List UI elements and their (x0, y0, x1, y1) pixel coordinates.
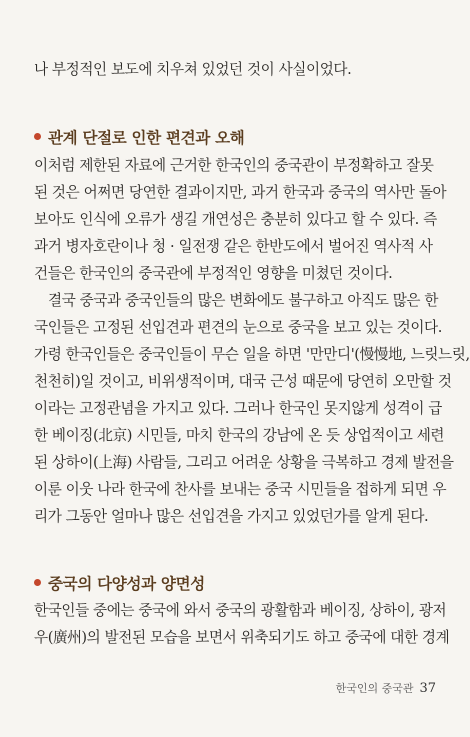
body-line: 결국 중국과 중국인들의 많은 변화에도 불구하고 아직도 많은 한 (48, 292, 439, 309)
carryover-line: 나 부정적인 보도에 치우쳐 있었던 것이 사실이었다. (34, 61, 352, 78)
bullet-icon (34, 133, 41, 140)
section-heading-2-text: 중국의 다양성과 양면성 (48, 575, 205, 593)
body-line: 된 것은 어쩌면 당연한 결과이지만, 과거 한국과 중국의 역사만 돌아 (34, 184, 447, 201)
body-line: 건들은 한국인의 중국관에 부정적인 영향을 미쳤던 것이다. (34, 265, 393, 282)
body-line: 한국인들 중에는 중국에 와서 중국의 광활함과 베이징, 상하이, 광저 (34, 602, 447, 619)
body-line: 리가 그동안 얼마나 많은 선입견을 가지고 있었던가를 알게 된다. (34, 508, 429, 525)
body-line: 한 베이징(北京) 시민들, 마치 한국의 강남에 온 듯 상업적이고 세련 (34, 427, 445, 444)
section-heading-1-text: 관계 단절로 인한 편견과 오해 (48, 129, 245, 147)
body-line: 보아도 인식에 오류가 생길 개연성은 충분히 있다고 할 수 있다. 즉 (34, 211, 437, 228)
body-line: 가령 한국인들은 중국인들이 무슨 일을 하면 '만만디'(慢慢地, 느릿느릿, (34, 346, 470, 363)
body-line: 국인들은 고정된 선입견과 편견의 눈으로 중국을 보고 있는 것이다. (34, 319, 442, 336)
body-line: 이룬 이웃 나라 한국에 찬사를 보내는 중국 시민들을 접하게 되면 우 (34, 481, 447, 498)
page-number: 37 (419, 681, 436, 696)
body-line: 이라는 고정관념을 가지고 있다. 그러나 한국인 못지않게 성격이 급 (34, 400, 442, 417)
body-line: 우(廣州)의 발전된 모습을 보면서 위축되기도 하고 중국에 대한 경계 (34, 629, 450, 646)
running-title: 한국인의 중국관 (335, 682, 414, 695)
body-line: 과거 병자호란이나 청 · 일전쟁 같은 한반도에서 벌어진 역사적 사 (34, 238, 433, 255)
body-line: 된 상하이(上海) 사람들, 그리고 어려운 상황을 극복하고 경제 발전을 (34, 454, 454, 471)
section-heading-1 (34, 127, 438, 149)
bullet-icon (34, 579, 41, 586)
page-footer (336, 680, 436, 696)
body-line: 천천히)일 것이고, 비위생적이며, 대국 근성 때문에 당연히 오만할 것 (34, 373, 452, 390)
body-line: 이처럼 제한된 자료에 근거한 한국인의 중국관이 부정확하고 잘못 (34, 157, 434, 174)
section-heading-2 (34, 573, 438, 595)
